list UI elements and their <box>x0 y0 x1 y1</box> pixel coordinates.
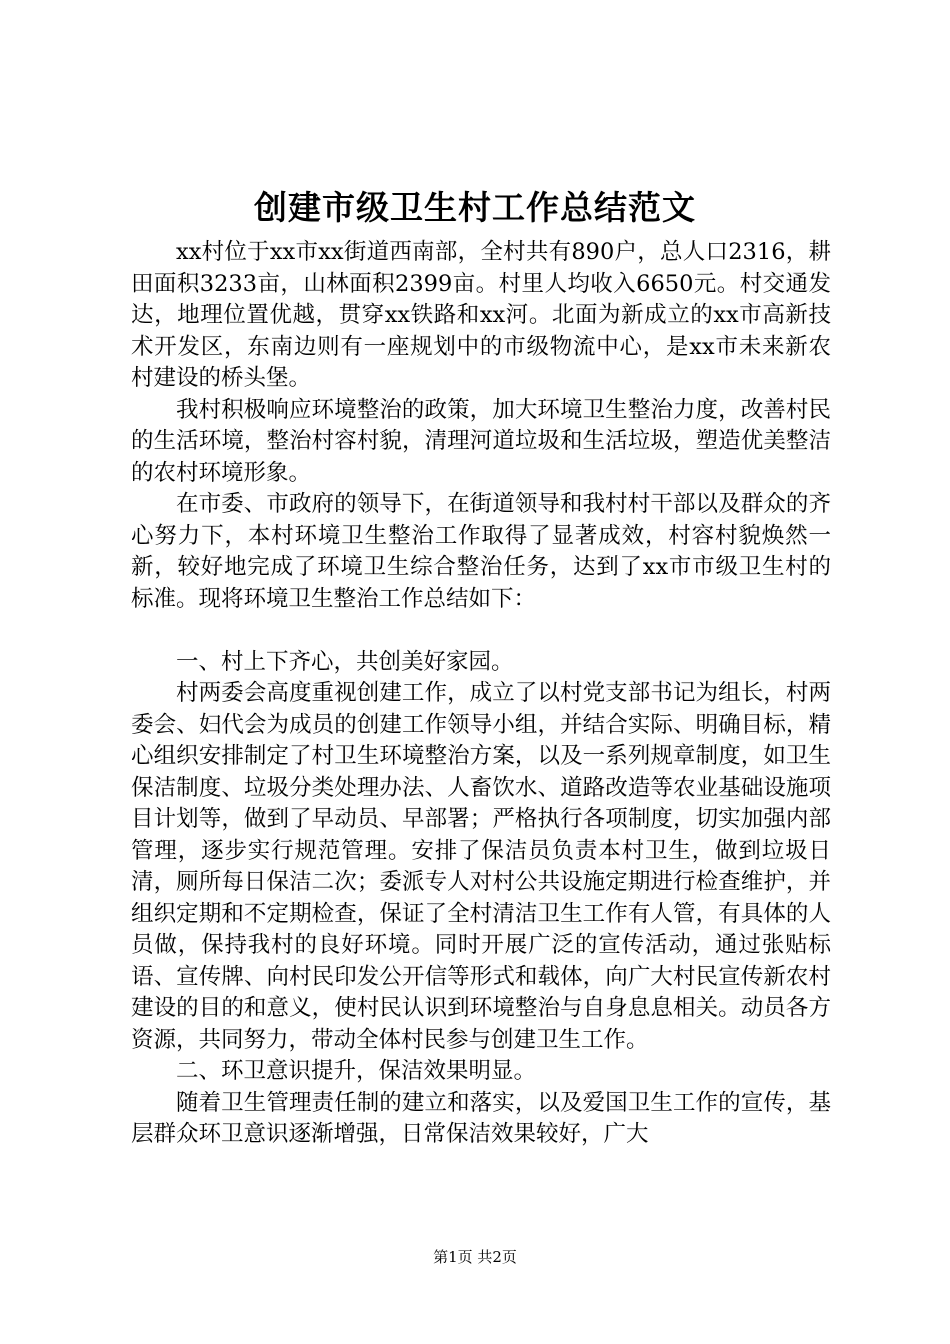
paragraph-policy: 我村积极响应环境整治的政策，加大环境卫生整治力度，改善村民的生活环境，整治村容村貌，清理河道垃圾和生活垃圾，塑造优美整洁的农村环境形象。 <box>131 396 831 486</box>
section-heading-1: 一、村上下齐心，共创美好家园。 <box>176 648 514 675</box>
paragraph-section-2: 随着卫生管理责任制的建立和落实，以及爱国卫生工作的宣传，基层群众环卫意识逐渐增强，日常保洁效果较好，广大 <box>131 1089 831 1147</box>
section-heading-2: 二、环卫意识提升，保洁效果明显。 <box>176 1058 537 1084</box>
paragraph-summary: 在市委、市政府的领导下，在街道领导和我村村干部以及群众的齐心努力下，本村环境卫生整治工作取得了显著成效，村容村貌焕然一新，较好地完成了环境卫生综合整治任务，达到了xx市市级卫生村的标准。现将环境卫生整治工作总结如下： <box>131 491 831 612</box>
paragraph-intro: xx村位于xx市xx街道西南部，全村共有890户，总人口2316，耕田面积3233亩，山林面积2399亩。村里人均收入6650元。村交通发达，地理位置优越，贯穿xx铁路和xx河。北面为新成立的xx市高新技术开发区，东南边则有一座规划中的市级物流中心，是xx市未来新农村建设的桥头堡。 <box>131 239 831 391</box>
paragraph-section-1: 村两委会高度重视创建工作，成立了以村党支部书记为组长，村两委会、妇代会为成员的创建工作领导小组，并结合实际、明确目标，精心组织安排制定了村卫生环境整治方案，以及一系列规章制度，如卫生保洁制度、垃圾分类处理办法、人畜饮水、道路改造等农业基础设施项目计划等，做到了早动员、早部署；严格执行各项制度，切实加强内部管理，逐步实行规范管理。安排了保洁员负责本村卫生，做到垃圾日清，厕所每日保洁二次；委派专人对村公共设施定期进行检查维护，并组织定期和不定期检查，保证了全村清洁卫生工作有人管，有具体的人员做，保持我村的良好环境。同时开展广泛的宣传活动，通过张贴标语、宣传牌、向村民印发公开信等形式和载体，向广大村民宣传新农村建设的目的和意义，使村民认识到环境整治与自身息息相关。动员各方资源，共同努力，带动全体村民参与创建卫生工作。 <box>131 680 831 1053</box>
document-title: 创建市级卫生村工作总结范文 <box>254 188 696 227</box>
document-body <box>131 237 831 1151</box>
page-number-footer: 第1页 共2页 <box>433 1248 517 1266</box>
